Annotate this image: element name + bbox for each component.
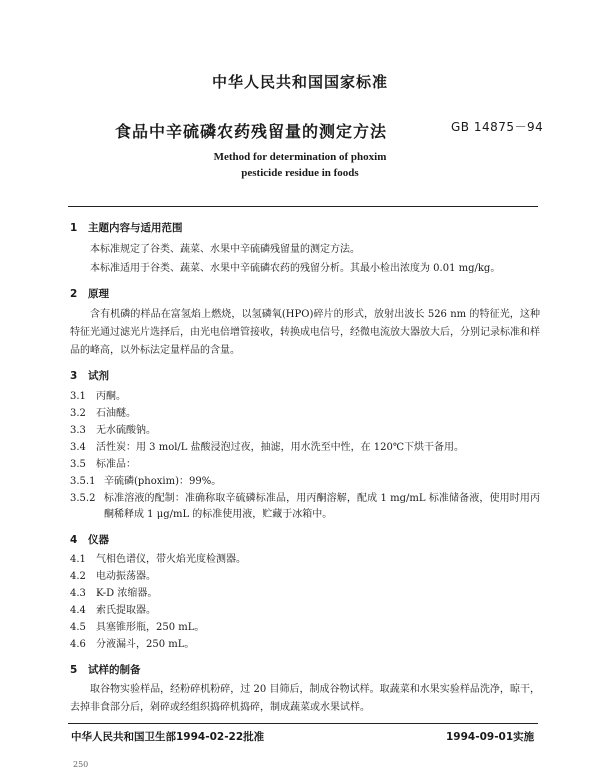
section-5-heading	[70, 662, 141, 677]
item-text: 丙酮。	[96, 391, 126, 402]
list-item	[70, 552, 540, 568]
item-number: 4.6	[70, 639, 86, 650]
item-text: K-D 浓缩器。	[96, 588, 158, 599]
item-text: 气相色谱仪，带火焰光度检测器。	[96, 554, 246, 565]
list-item	[70, 440, 540, 456]
approval-statement: 中华人民共和国卫生部1994-02-22批准	[71, 731, 265, 743]
item-text: 索氏提取器。	[96, 605, 156, 616]
document-title: 食品中辛硫磷农药残留量的测定方法	[115, 122, 388, 141]
item-number: 4.1	[70, 554, 86, 565]
list-item	[70, 586, 540, 602]
section-3-heading	[70, 368, 109, 383]
list-item	[70, 389, 540, 405]
item-number: 3.4	[70, 442, 86, 453]
item-text: 具塞锥形瓶，250 mL。	[96, 622, 205, 633]
item-text: 辛硫磷(phoxim)：99%。	[104, 476, 222, 487]
section-title: 主题内容与适用范围	[88, 222, 183, 234]
standard-header: 中华人民共和国国家标准	[211, 73, 388, 91]
section-title: 原理	[88, 288, 109, 300]
item-number: 4.5	[70, 622, 86, 633]
list-item	[70, 474, 540, 490]
section-1-paragraph-1: 本标准规定了谷类、蔬菜、水果中辛硫磷残留量的测定方法。	[90, 244, 360, 255]
section-1-paragraph-2: 本标准适用于谷类、蔬菜、水果中辛硫磷农药的残留分析。其最小检出浓度为 0.01 mg/kg。	[90, 263, 501, 274]
english-title-line-2: pesticide residue in foods	[241, 167, 359, 179]
item-number: 4.4	[70, 605, 86, 616]
item-text: 无水硫酸钠。	[96, 425, 156, 436]
section-title: 试剂	[88, 370, 109, 382]
item-number: 3.5.2	[70, 493, 96, 504]
section-4-heading	[70, 532, 109, 547]
item-text: 标准溶液的配制：准确称取辛硫磷标准品，用丙酮溶解，配成 1 mg/mL 标准储备液，使用时用丙酮稀释成 1 μg/mL 的标准使用液，贮藏于冰箱中。	[104, 493, 540, 520]
list-item	[70, 457, 540, 473]
section-5-paragraph: 取谷物实验样品，经粉碎机粉碎，过 20 目筛后，制成谷物试样。取蔬菜和水果实验样品洗净，晾干，去掉非食部分后，剁碎或经组织捣碎机捣碎，制成蔬菜或水果试样。	[70, 684, 540, 713]
section-number: 1	[70, 222, 78, 234]
item-text: 标准品：	[96, 459, 136, 470]
list-item	[70, 637, 540, 653]
section-number: 2	[70, 288, 78, 300]
list-item	[70, 423, 540, 439]
item-text: 活性炭：用 3 mol/L 盐酸浸泡过夜，抽滤，用水洗至中性，在 120℃下烘干备用。	[96, 442, 465, 453]
section-number: 4	[70, 534, 78, 546]
item-number: 3.2	[70, 408, 86, 419]
list-item	[70, 620, 540, 636]
item-number: 4.2	[70, 571, 86, 582]
item-number: 3.3	[70, 425, 86, 436]
item-text: 电动振荡器。	[96, 571, 156, 582]
section-2-paragraph: 含有机磷的样品在富氢焰上燃烧，以氢磷氧(HPO)碎片的形式，放射出波长 526 nm 的特征光，这种特征光通过滤光片选择后，由光电倍增管接收，转换成电信号，经微电流放大器放大后，分别记录标准和样品的峰高，以外标法定量样品的含量。	[70, 309, 540, 356]
item-number: 3.1	[70, 391, 86, 402]
item-text: 石油醚。	[96, 408, 136, 419]
item-number: 3.5	[70, 459, 86, 470]
english-title-line-1: Method for determination of phoxim	[213, 151, 387, 163]
list-item	[70, 491, 540, 523]
section-1-heading	[70, 220, 183, 235]
header-divider	[68, 206, 538, 207]
page-number: 250	[73, 760, 89, 769]
implementation-date: 1994-09-01实施	[446, 731, 535, 743]
standard-number: GB 14875－94	[451, 120, 544, 134]
list-item	[70, 406, 540, 422]
item-number: 3.5.1	[70, 476, 96, 487]
section-number: 5	[70, 664, 78, 676]
section-2-heading	[70, 286, 109, 301]
section-title: 试样的制备	[88, 664, 141, 676]
section-number: 3	[70, 370, 78, 382]
item-text: 分液漏斗，250 mL。	[96, 639, 195, 650]
list-item	[70, 603, 540, 619]
footer-divider	[68, 723, 538, 724]
section-title: 仪器	[88, 534, 109, 546]
list-item	[70, 569, 540, 585]
item-number: 4.3	[70, 588, 86, 599]
